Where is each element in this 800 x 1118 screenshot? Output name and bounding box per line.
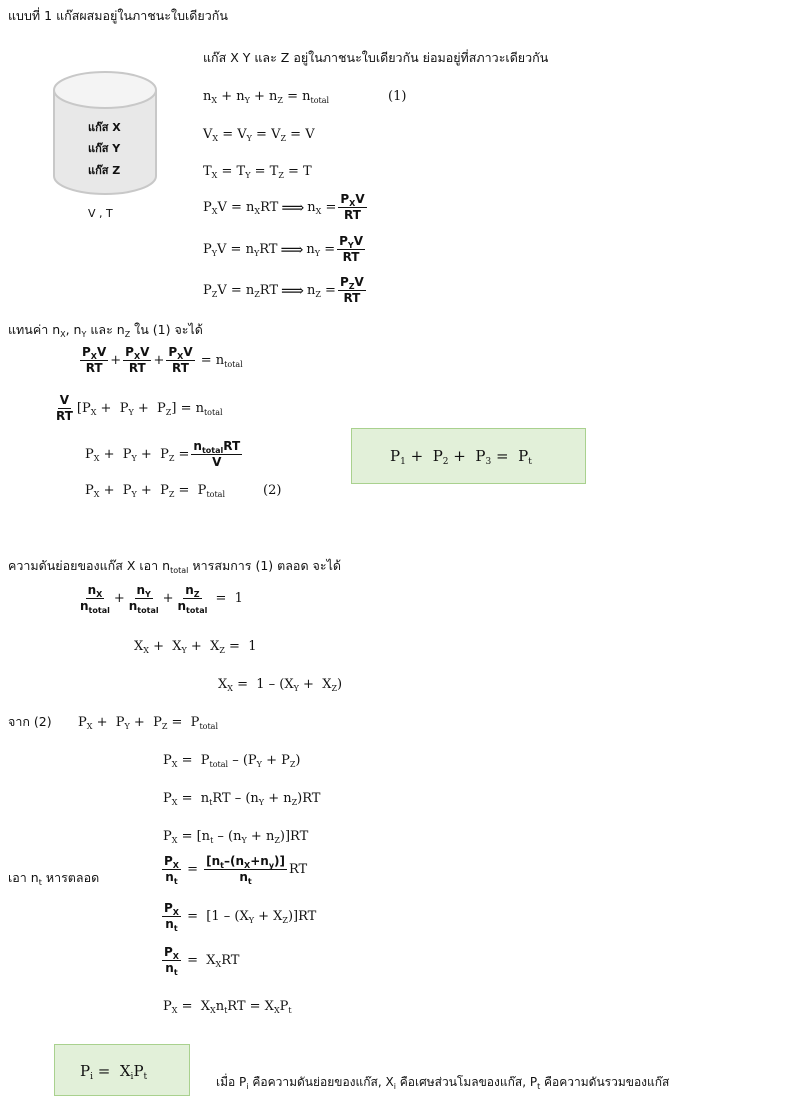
equation-mole-fractions: $\frac{n_X}{n_{total}}$ + $\frac{n_Y}{n_{total}}$ + $\frac{n_Z}{n_{total}}$ = 1 — [80, 583, 243, 616]
equation-ideal-gas-x: $P_XV = n_XRT$ ⟹ $n_X$ = $\frac{P_XV}{RT}$ — [203, 192, 365, 223]
equation-number-1: (1) — [388, 89, 407, 104]
divide-text: เอา $n_t$ หารตลอด — [8, 870, 100, 887]
equation-temperature: $T_X = T_Y = T_Z = T$ — [203, 164, 312, 180]
from-eq2-label: จาก (2) — [8, 714, 52, 729]
substitute-text: แทนค่า $n_X$, $n_Y$ และ $n_Z$ ใน (1) จะได้ — [8, 322, 203, 339]
equation-px-final: $P_X = X_Xn_tRT = X_XP_t$ — [163, 999, 292, 1015]
equation-from-2: $P_X + P_Y + P_Z = P_{total}$ — [78, 715, 219, 731]
equation-sum-fractions: $\frac{P_XV}{RT}$ + $\frac{P_XV}{RT}$ + $\frac{P_XV}{RT}$ = $n_{total}$ — [82, 345, 243, 376]
equation-px-1: $P_X = P_{total} - (P_Y + P_Z)$ — [163, 753, 301, 769]
equation-px-3: $P_X = [n_t - (n_Y + n_Z)]RT$ — [163, 829, 309, 845]
final-note: เมื่อ $P_i$ คือความดันย่อยของแก๊ส, $X_i$ คือเศษส่วนโมลของแก๊ส, $P_t$ คือความดันรวมของแก๊ส — [216, 1075, 670, 1091]
cylinder-caption: V , T — [88, 207, 113, 220]
partial-pressure-text: ความดันย่อยของแก๊ส X เอา $n_{total}$ หารสมการ (1) ตลอด จะได้ — [8, 558, 341, 575]
cylinder-label-x: แก๊ส X — [88, 121, 121, 134]
intro-text: แก๊ส X Y และ Z อยู่ในภาชนะใบเดียวกัน ย่อมอยู่ที่สภาวะเดียวกัน — [203, 50, 549, 65]
equation-mole-fraction-x: $X_X = 1 - (X_Y + X_Z)$ — [218, 677, 343, 693]
equation-ideal-gas-z: $P_ZV = n_ZRT$ ⟹ $n_Z$ = $\frac{P_ZV}{RT}$ — [203, 275, 364, 306]
equation-mole-fraction-sum: $X_X + X_Y + X_Z = 1$ — [134, 639, 257, 655]
equation-divide-1: $\frac{P_X}{n_t}$ = $\frac{[n_t-(n_X+n_y)]}{n_t}$ RT — [164, 854, 308, 887]
equation-volume: $V_X = V_Y = V_Z = V$ — [203, 127, 315, 143]
dalton-law-formula: $P_1 + P_2 + P_3 = P_t$ — [390, 447, 532, 467]
equation-dalton: $P_X + P_Y + P_Z = P_{total}$ — [85, 483, 226, 499]
cylinder-label-y: แก๊ส Y — [88, 142, 121, 155]
cylinder-label-z: แก๊ส Z — [88, 164, 121, 177]
partial-pressure-law-formula: $P_i = X_iP_t$ — [80, 1062, 148, 1082]
equation-divide-2: $\frac{P_X}{n_t}$ = $[1 - (X_Y + X_Z)]RT$ — [164, 901, 317, 934]
equation-pressure-sum: $P_X + P_Y + P_Z$ = $\frac{n_{total}RT}{V}$ — [85, 439, 241, 470]
equation-divide-3: $\frac{P_X}{n_t}$ = $X_XRT$ — [164, 945, 240, 978]
equation-px-2: $P_X = n_tRT - (n_Y + n_Z)RT$ — [163, 791, 321, 807]
equation-ideal-gas-y: $P_YV = n_YRT$ ⟹ $n_Y$ = $\frac{P_YV}{RT}$ — [203, 234, 363, 265]
equation-number-2: (2) — [263, 483, 282, 498]
equation-mole-sum: $n_X + n_Y + n_Z = n_{total}$ — [203, 89, 330, 105]
section-heading: แบบที่ 1 แก๊สผสมอยู่ในภาชนะใบเดียวกัน — [8, 8, 228, 23]
equation-factored: $\frac{V}{RT}$ $[P_X + P_Y + P_Z] = n_{total}$ — [56, 393, 223, 424]
